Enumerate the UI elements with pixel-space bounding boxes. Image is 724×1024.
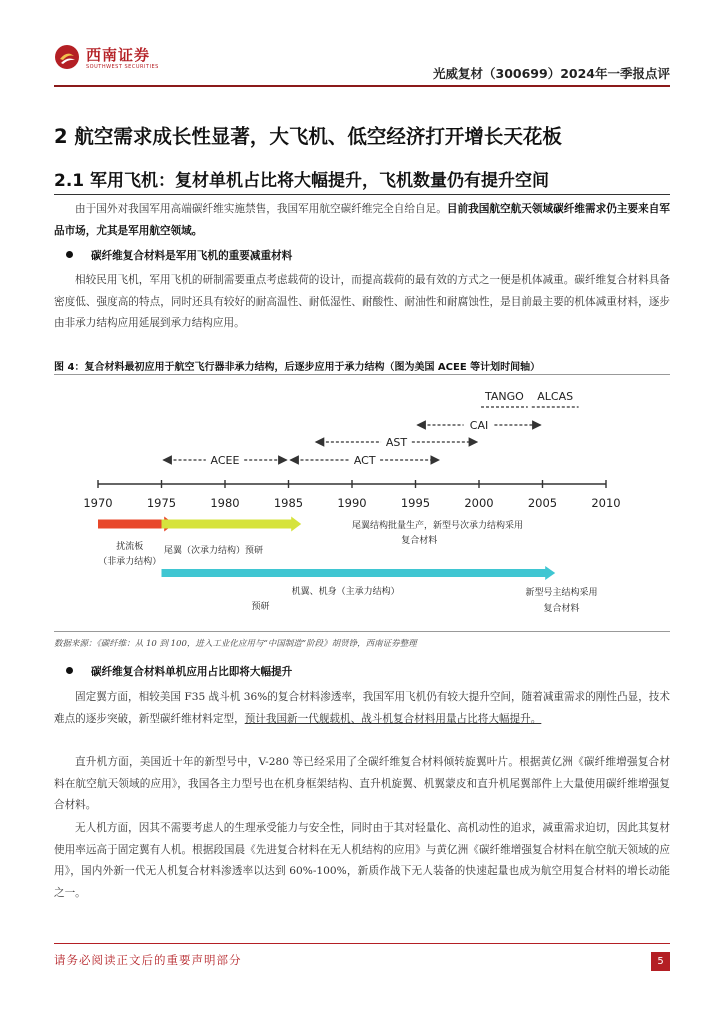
note-label-main-structure: 新型号主结构采用 bbox=[525, 588, 598, 598]
stage-label-wing-fuselage: 机翼、机身（主承力结构） bbox=[291, 587, 400, 597]
figure-bottom-rule bbox=[54, 631, 670, 632]
axis-year-label-2010: 2010 bbox=[591, 496, 621, 510]
program-label-acee: ACEE bbox=[210, 454, 240, 467]
note-sublabel-main-structure: 复合材料 bbox=[543, 604, 580, 614]
logo-emblem-icon bbox=[54, 44, 80, 70]
axis-year-label-1970: 1970 bbox=[83, 496, 113, 510]
axis-year-label-2005: 2005 bbox=[527, 496, 558, 510]
axis-year-label-1995: 1995 bbox=[400, 496, 431, 510]
bullet-heading-1-text: 碳纤维复合材料是军用飞机的重要减重材料 bbox=[91, 250, 293, 262]
program-label-tango: TANGO bbox=[484, 390, 524, 403]
note-label-tail-production: 尾翼结构批量生产，新型号次承力结构采用 bbox=[352, 521, 524, 531]
paragraph-intro-bold: 目前我国航空航天领域碳纤维需求仍主要来自军品市场，尤其是军用航空领域。 bbox=[54, 203, 671, 237]
paragraph-fixed-wing-underline: 预计我国新一代舰载机、战斗机复合材料用量占比将大幅提升。 bbox=[244, 712, 542, 725]
axis-year-label-1985: 1985 bbox=[273, 496, 304, 510]
note-sublabel-tail-production: 复合材料 bbox=[401, 536, 438, 546]
paragraph-helicopter: 直升机方面，美国近十年的新型号中，V-280 等已经采用了全碳纤维复合材料倾转旋翼叶片。根据黄亿洲《碳纤维增强复合材料在航空航天领域的应用》，我国各主力型号也在机身框架结构、直升机旋翼、机翼蒙皮和直升机尾翼部件上大量使用碳纤维增强复合材料。 bbox=[54, 756, 670, 811]
logo-cn-text: 西南证券 bbox=[86, 46, 151, 64]
composite-timeline-diagram bbox=[54, 378, 670, 628]
stage-sublabel-wing-fuselage: 预研 bbox=[251, 602, 270, 612]
stage-arrow-tail bbox=[162, 517, 302, 532]
axis-year-label-1980: 1980 bbox=[210, 496, 240, 510]
paragraph-intro bbox=[54, 199, 670, 242]
stage-label-tail: 尾翼（次承力结构）预研 bbox=[164, 546, 264, 556]
page-number: 5 bbox=[651, 952, 670, 971]
paragraph-uav: 无人机方面，因其不需要考虑人的生理承受能力与安全性，同时由于其对轻量化、高机动性的追求，减重需求迫切，因此其复材使用率远高于固定翼有人机。根据段国晨《先进复合材料在无人机结构的应用》与黄亿洲《碳纤维增强复合材料在航空航天领域的应用》，国内外新一代无人机复合材料渗透率以达到 60%-100%，新质作战下无人装备的快速起量也成为航空用复合材料的增长动能之一。 bbox=[54, 822, 670, 899]
program-label-ast: AST bbox=[385, 436, 408, 449]
figure-caption: 图 4：复合材料最初应用于航空飞行器非承力结构，后逐步应用于承力结构（图为美国 ACEE 等计划时间轴） bbox=[54, 362, 541, 373]
footer-disclaimer: 请务必阅读正文后的重要声明部分 bbox=[54, 953, 242, 967]
program-label-cai: CAI bbox=[469, 419, 489, 432]
axis-year-label-1990: 1990 bbox=[337, 496, 367, 510]
figure-top-rule bbox=[54, 374, 670, 375]
footer-divider bbox=[54, 943, 670, 944]
figure-source: 数据来源：《碳纤维：从 10 到 100，进入工业化应用与“中国制造”阶段》胡贤铮，西南证券整理 bbox=[54, 639, 417, 649]
bullet-heading-2 bbox=[66, 664, 292, 679]
axis-year-label-1975: 1975 bbox=[146, 496, 177, 510]
paragraph-weight-reduction: 相较民用飞机，军用飞机的研制需要重点考虑载荷的设计，而提高载荷的最有效的方式之一便是机体减重。碳纤维复合材料具备密度低、强度高的特点，同时还具有较好的耐高温性、耐低湿性、耐酸性、耐油性和耐腐蚀性，是目前最主要的机体减重材料，逐步由非承力结构应用延展到承力结构应用。 bbox=[54, 274, 670, 329]
subsection-heading: 2.1 军用飞机：复材单机占比将大幅提升，飞机数量仍有提升空间 bbox=[54, 171, 550, 191]
bullet-heading-1 bbox=[66, 248, 292, 263]
program-label-alcas: ALCAS bbox=[537, 390, 574, 403]
axis-year-label-2000: 2000 bbox=[464, 496, 494, 510]
bullet-heading-2-text: 碳纤维复合材料单机应用占比即将大幅提升 bbox=[91, 666, 293, 678]
bullet-dot-icon bbox=[66, 251, 73, 258]
bullet-dot-icon bbox=[66, 667, 73, 674]
subsection-divider bbox=[54, 194, 670, 195]
stage-sublabel-spoiler: （非承力结构） bbox=[98, 557, 162, 567]
report-title: 光威复材（300699）2024年一季报点评 bbox=[433, 66, 670, 81]
logo-en-text: SOUTHWEST SECURITIES bbox=[86, 64, 159, 70]
program-label-act: ACT bbox=[353, 454, 376, 467]
header-divider bbox=[54, 85, 670, 87]
paragraph-fixed-wing-text: 固定翼方面，相较美国 F35 战斗机 36%的复合材料渗透率，我国军用飞机仍有较大提升空间，随着减重需求的刚性凸显，技术难点的逐步突破，新型碳纤维材料定型， bbox=[54, 691, 670, 725]
paragraph-intro-text: 由于国外对我国军用高端碳纤维实施禁售，我国军用航空碳纤维完全自给自足。 bbox=[75, 203, 447, 215]
company-logo bbox=[54, 42, 159, 78]
section-heading: 2 航空需求成长性显著，大飞机、低空经济打开增长天花板 bbox=[54, 125, 562, 148]
stage-arrow-wing-fuselage bbox=[162, 566, 556, 580]
stage-label-spoiler: 扰流板 bbox=[116, 542, 144, 552]
paragraph-fixed-wing bbox=[54, 687, 670, 730]
